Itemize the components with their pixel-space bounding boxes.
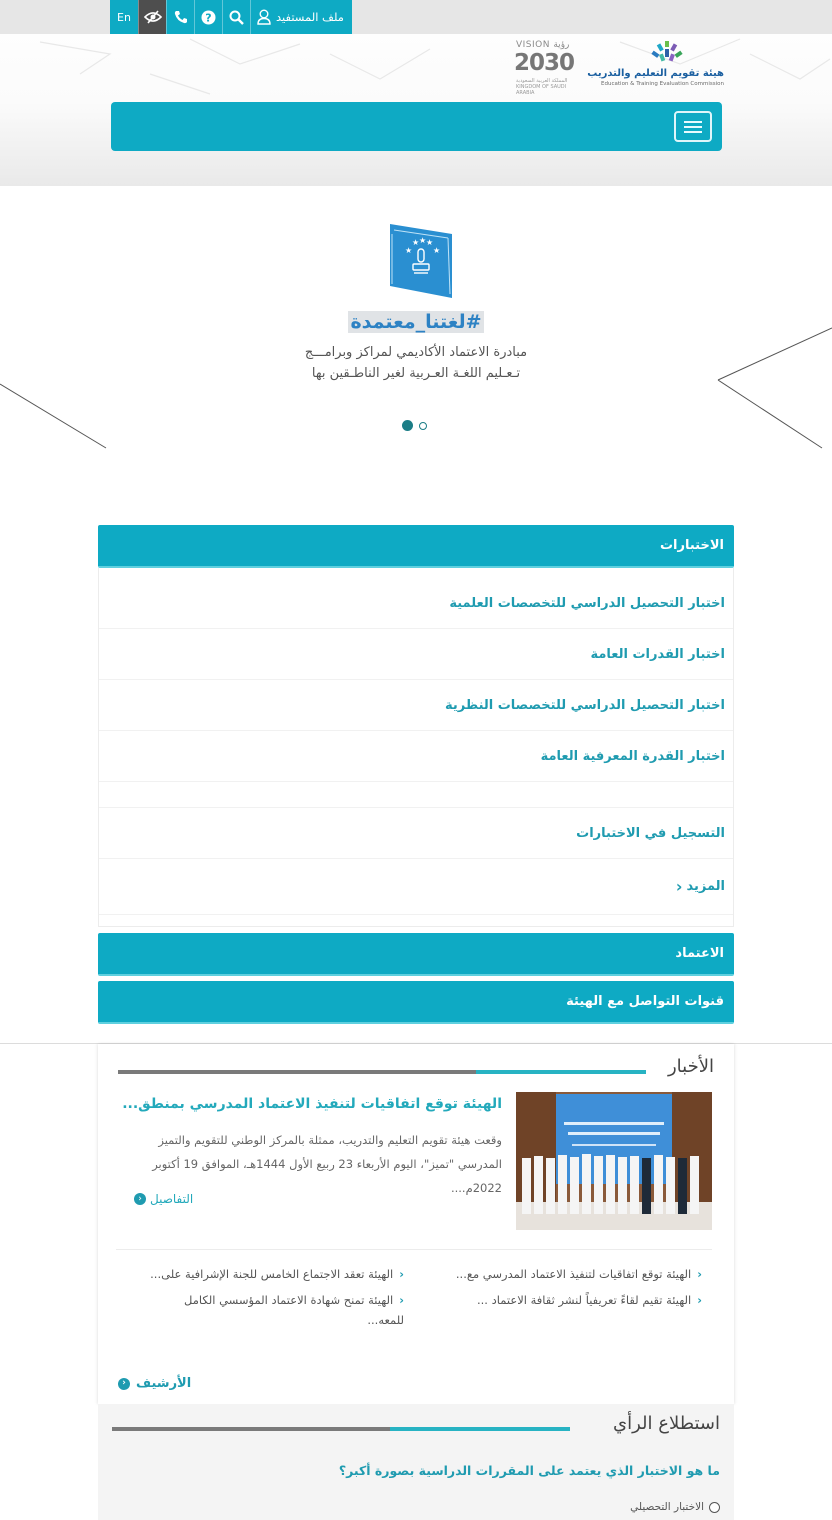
utility-bar bbox=[110, 0, 352, 34]
svg-text:★: ★ bbox=[426, 238, 434, 247]
etec-logo[interactable] bbox=[587, 40, 724, 92]
chevron-left-icon: ‹ bbox=[697, 1267, 702, 1281]
poll-option-achievement-test[interactable] bbox=[630, 1501, 720, 1513]
menu-item-label: اختبار التحصيل الدراسي للتخصصات النظرية bbox=[445, 697, 725, 713]
etec-flower-icon bbox=[650, 40, 684, 66]
news-featured-summary: وقعت هيئة تقويم التعليم والتدريب، ممثلة بالمركز الوطني للتقويم والتميز المدرسي "تميز"، اليوم الأربعاء 23 ربيع الأول 1444هـ، الموافق 19 أكتوبر 2022م.... bbox=[152, 1133, 502, 1195]
news-featured-image[interactable] bbox=[516, 1092, 712, 1230]
language-switch-button[interactable] bbox=[110, 0, 138, 34]
details-label: التفاصيل bbox=[150, 1192, 194, 1206]
phone-icon bbox=[174, 10, 188, 24]
vision-2030-logo[interactable] bbox=[514, 40, 586, 96]
news-archive-link[interactable] bbox=[118, 1376, 191, 1391]
menu-item-general-cognitive-test[interactable] bbox=[99, 731, 733, 782]
hero-description bbox=[0, 342, 832, 384]
menu-item-test-registration[interactable] bbox=[99, 808, 733, 859]
news-link-4[interactable] bbox=[144, 1290, 404, 1330]
news-title: الأخبار bbox=[667, 1056, 714, 1077]
accordion-contact-header[interactable] bbox=[98, 981, 734, 1024]
profile-label: ملف المستفيد bbox=[276, 10, 344, 24]
poll-title: استطلاع الرأي bbox=[613, 1413, 720, 1434]
accordion-tests-header[interactable] bbox=[98, 525, 734, 568]
chevron-left-circle-icon: ‹ bbox=[118, 1378, 130, 1390]
svg-text:★: ★ bbox=[433, 246, 441, 255]
menu-item-label: المزيد bbox=[686, 879, 725, 894]
menu-item-label: اختبار القدرات العامة bbox=[590, 646, 725, 662]
news-details-link[interactable] bbox=[134, 1192, 193, 1206]
news-link-text: الهيئة تمنح شهادة الاعتماد المؤسسي الكامل للمعه... bbox=[183, 1293, 404, 1327]
news-separator bbox=[116, 1249, 712, 1250]
user-icon bbox=[257, 9, 271, 25]
hamburger-menu-button[interactable] bbox=[674, 111, 712, 142]
accordion-tests-title: الاختبارات bbox=[659, 538, 724, 553]
help-button[interactable] bbox=[194, 0, 222, 34]
news-link-text: الهيئة توقع اتفاقيات لتنفيذ الاعتماد المدرسي مع... bbox=[455, 1267, 692, 1281]
chevron-left-icon: ‹ bbox=[399, 1267, 404, 1281]
chevron-left-icon: ‹ bbox=[697, 1293, 702, 1307]
accordion-contact-title: قنوات التواصل مع الهيئة bbox=[566, 994, 724, 1009]
accessibility-eye-icon bbox=[144, 10, 162, 24]
hero-title bbox=[0, 311, 832, 333]
slide-dot-1-active[interactable] bbox=[402, 420, 413, 431]
accreditation-stamp-icon bbox=[388, 224, 454, 298]
accordion-accreditation-header[interactable] bbox=[98, 933, 734, 976]
radio-button[interactable] bbox=[709, 1502, 720, 1513]
news-link-3[interactable] bbox=[422, 1290, 702, 1310]
hamburger-bar bbox=[684, 126, 702, 128]
vision-number: 2030 bbox=[514, 50, 575, 76]
archive-label: الأرشيف bbox=[136, 1376, 192, 1391]
slide-dot-2[interactable] bbox=[419, 422, 427, 430]
svg-text:★: ★ bbox=[405, 246, 413, 255]
search-icon bbox=[229, 10, 244, 25]
poll-question: ما هو الاختبار الذي يعتمد على المقررات الدراسية بصورة أكبر؟ bbox=[338, 1463, 720, 1478]
accessibility-button[interactable] bbox=[138, 0, 166, 34]
news-title-rule bbox=[118, 1070, 646, 1074]
search-button[interactable] bbox=[222, 0, 250, 34]
beneficiary-profile-button[interactable] bbox=[250, 0, 352, 34]
hero-slider bbox=[0, 186, 832, 476]
menu-item-more[interactable] bbox=[99, 859, 733, 915]
etec-arabic-name: هيئة تقويم التعليم والتدريب bbox=[587, 68, 724, 79]
vision-label: VISION رؤية bbox=[516, 40, 570, 50]
language-label: En bbox=[117, 10, 131, 24]
news-link-text: الهيئة تعقد الاجتماع الخامس للجنة الإشرافية على... bbox=[150, 1267, 394, 1281]
menu-item-theoretical-achievement-test[interactable] bbox=[99, 680, 733, 731]
news-link-text: الهيئة تقيم لقاءً تعريفياً لنشر ثقافة الاعتماد ... bbox=[477, 1293, 692, 1307]
news-link-2[interactable] bbox=[134, 1264, 404, 1284]
hero-line-1: مبادرة الاعتماد الأكاديمي لمراكز وبرامـــج bbox=[304, 345, 528, 360]
chevron-left-icon: ‹ bbox=[675, 877, 683, 896]
svg-text:?: ? bbox=[205, 11, 212, 24]
main-navbar bbox=[111, 102, 722, 151]
menu-item-label: اختبار القدرة المعرفية العامة bbox=[540, 748, 725, 764]
menu-item-scientific-achievement-test[interactable] bbox=[99, 578, 733, 629]
hamburger-bar bbox=[684, 131, 702, 133]
hero-hashtag: #لغتنا_معتمدة bbox=[350, 311, 482, 333]
etec-english-name: Education & Training Evaluation Commission bbox=[601, 81, 724, 87]
news-featured-headline[interactable]: الهيئة توقع اتفاقيات لتنفيذ الاعتماد المدرسي بمنطق... bbox=[122, 1096, 502, 1112]
hero-line-2: تـعـليم اللغـة العـربية لغير الناطـقين بها bbox=[311, 366, 521, 381]
menu-item-label: التسجيل في الاختبارات bbox=[576, 825, 725, 841]
accordion-tests-body bbox=[98, 568, 734, 927]
help-icon bbox=[201, 10, 216, 25]
chevron-left-circle-icon: ‹ bbox=[134, 1193, 146, 1205]
vision-subtitle: المملكة العربية السعودية KINGDOM OF SAUDI ARABIA bbox=[516, 78, 568, 96]
chevron-left-icon: ‹ bbox=[399, 1293, 404, 1307]
hamburger-bar bbox=[684, 121, 702, 123]
contact-button[interactable] bbox=[166, 0, 194, 34]
news-section bbox=[98, 1044, 734, 1404]
poll-option-label: الاختبار التحصيلي bbox=[630, 1501, 704, 1513]
poll-title-rule bbox=[112, 1427, 570, 1431]
menu-item-empty bbox=[99, 782, 733, 808]
logos bbox=[514, 40, 724, 96]
news-link-1[interactable] bbox=[422, 1264, 702, 1284]
menu-item-label: اختبار التحصيل الدراسي للتخصصات العلمية bbox=[449, 595, 725, 611]
menu-item-general-aptitude-test[interactable] bbox=[99, 629, 733, 680]
poll-section bbox=[98, 1404, 734, 1520]
poll-title-rule-accent bbox=[390, 1427, 570, 1431]
svg-text:★: ★ bbox=[419, 236, 427, 245]
slider-pagination bbox=[402, 420, 427, 431]
accordion-accreditation-title: الاعتماد bbox=[675, 946, 724, 961]
svg-text:★: ★ bbox=[412, 238, 420, 247]
news-title-rule-accent bbox=[476, 1070, 646, 1074]
